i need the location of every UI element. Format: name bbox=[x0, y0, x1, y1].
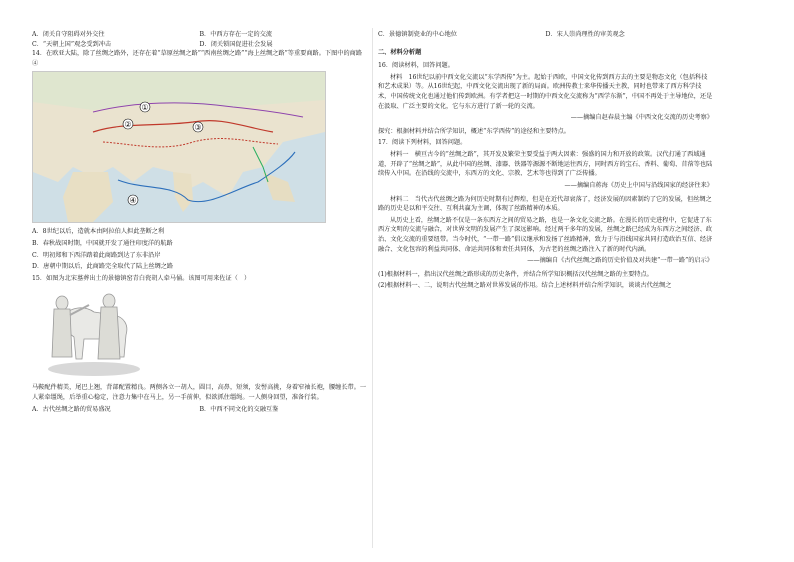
map-graphic bbox=[33, 72, 325, 222]
q17-question-1: (1)根据材料一，指出汉代丝绸之路形成的历史条件，并结合所学知识概括汉代丝绸之路的主要特点。 bbox=[378, 270, 653, 278]
q14-option-b: B．春秋战国时期，中国就开发了通往印度洋的航路 bbox=[32, 240, 173, 248]
trade-route-map bbox=[32, 71, 326, 223]
q14-option-c: C．明初郑和下西洋踏着此商路到达了东非沿岸 bbox=[32, 251, 161, 259]
q13-options-cd bbox=[32, 40, 367, 50]
q15-option-b: B．中西不同文化的交融互鉴 bbox=[199, 405, 279, 413]
q13-option-a: A．闭关自守阻碍对外交往 bbox=[32, 31, 105, 38]
q14-option-a: A．8世纪以后，造就本由阿拉伯人担此垄断之利 bbox=[32, 228, 165, 236]
q17-source2: ——摘编自《古代丝绸之路的历史价值及对共建“一带一路”的启示》 bbox=[527, 257, 713, 265]
q16-task: 探究：根据材料并结合所学知识，概述“东学西传”的途径和主要特点。 bbox=[378, 127, 570, 135]
q13-options-cd-continued bbox=[378, 30, 713, 40]
q15-options bbox=[32, 405, 367, 415]
q17-source1: ——摘编自蒋海《历史上中国与沿线国家的经济往来》 bbox=[564, 181, 713, 189]
q13-option-d: D．闭关锁国促进社会发展 bbox=[199, 40, 273, 48]
q13-option-b: B．中西方存在一定的交流 bbox=[199, 31, 273, 38]
q16-title: 16．阅读材料，回答问题。 bbox=[378, 62, 454, 70]
q17-material1: 材料一 横亘古今的“丝绸之路”，其开发及繁荣主要受益于两大因素：强盛的国力和开放的政策。汉代打通了西域通道，开辟了“丝绸之路”，从此中国的丝绸、漆器、铁器等源源不断地运往西方，同时西方的宝石、香料、葡萄、苜蓿等也陆续传入中国。在沿线的交流中，东西方的文化、宗教、艺术等也得到了广泛传播。 bbox=[378, 151, 713, 178]
map-marker-3: ③ bbox=[194, 123, 202, 133]
q13-option-d-right: D．宋人崇尚理性的审美观念 bbox=[545, 31, 625, 38]
right-column bbox=[378, 30, 713, 293]
q15-option-a: A．古代丝绸之路的贸易盛况 bbox=[32, 405, 111, 413]
q17-material2: 材料二 当代古代丝绸之路为何历史时期有过辉煌，但是在近代却衰落了，经济发展的因素制约了它的发展，但丝绸之路的历史是以和平交往、互利共赢为主调，体现了丝路精神的本质。 bbox=[378, 195, 712, 213]
left-column bbox=[32, 30, 367, 414]
q16-material: 材料 16世纪以前中西文化交流以“东学西传”为主。起始于西欧，中国文化传到西方去的主要是物态文化（包括科技和艺术成果）等。从16世纪起，中西文化交流出现了新的局面。欧洲传教士来华传播天主教，同时也带来了西方科学技术，中国传统文化也通过他们传到欧洲。有学者把这一时期的中西文化交流称为“西学东渐”，中国不再处于主导地位，还是在汲取、广泛主要的文化，它与东方进行了新一轮的交流。 bbox=[378, 73, 713, 110]
q13-options-ab bbox=[32, 30, 367, 40]
q16-source: ——摘编自赵春晨主编《中西文化交流的历史考察》 bbox=[570, 114, 713, 122]
figurine-graphic bbox=[34, 287, 154, 379]
section-title: 二、材料分析题 bbox=[378, 48, 422, 56]
q13-option-c: C．“天朝上国”观念受到冲击 bbox=[32, 40, 112, 48]
figurine-image bbox=[34, 287, 154, 379]
q13-option-c-right: C．景德镇制瓷业的中心地位 bbox=[378, 31, 457, 38]
q14-stem: 14．在欧亚大陆，除了丝绸之路外，还存在着“草原丝绸之路”“西南丝绸之路”“海上丝绸之路”等重要商路。下图中的商路④ bbox=[32, 50, 363, 67]
q17-title: 17．阅读下列材料，回答问题。 bbox=[378, 139, 467, 147]
q17-question-2: (2)根据材料一、二，说明古代丝绸之路对世界发展的作用。结合上述材料并结合所学知识，谈谈古代丝绸之 bbox=[378, 282, 672, 290]
map-marker-1: ① bbox=[141, 103, 149, 113]
q14-option-d: D．唐朝中期以后，此商路完全取代了陆上丝绸之路 bbox=[32, 263, 174, 271]
column-divider bbox=[372, 28, 373, 548]
map-marker-2: ② bbox=[124, 120, 132, 130]
q15-stem: 15．如图为北宋墓葬出土的景德镇窑青白瓷胡人牵马俑。该图可用来佐证（ ） bbox=[32, 274, 251, 282]
q17-material2-body: 从历史上看，丝绸之路不仅是一条东西方之间的贸易之路，也是一条文化交流之路。在漫长的历史进程中，它促进了东西方文明的交流与融合，对世界文明的发展产生了深远影响。经过两千多年的发展，丝绸之路已经成为东西方之间经济、政治、文化交流的重要纽带。当今时代，“一带一路”倡议继承和发扬了丝路精神，致力于与沿线国家共同打造政治互信、经济融合、文化包容的利益共同体、命运共同体和责任共同体，为古老的丝绸之路注入了新的时代内涵。 bbox=[378, 216, 713, 253]
map-marker-4: ④ bbox=[129, 196, 137, 206]
q15-description: 马鞍配件精美，尾巴上翘，背部配置精良。两侧各立一胡人，圆目，高鼻，短须，发髻高挑，身着窄袖长袍，腰缠长带。一人紧牵缰绳，后举重心稳定，注意力集中在马上，另一手前伸，似欲抓住缰绳。一人侧身回望，准备行装。 bbox=[32, 384, 367, 402]
